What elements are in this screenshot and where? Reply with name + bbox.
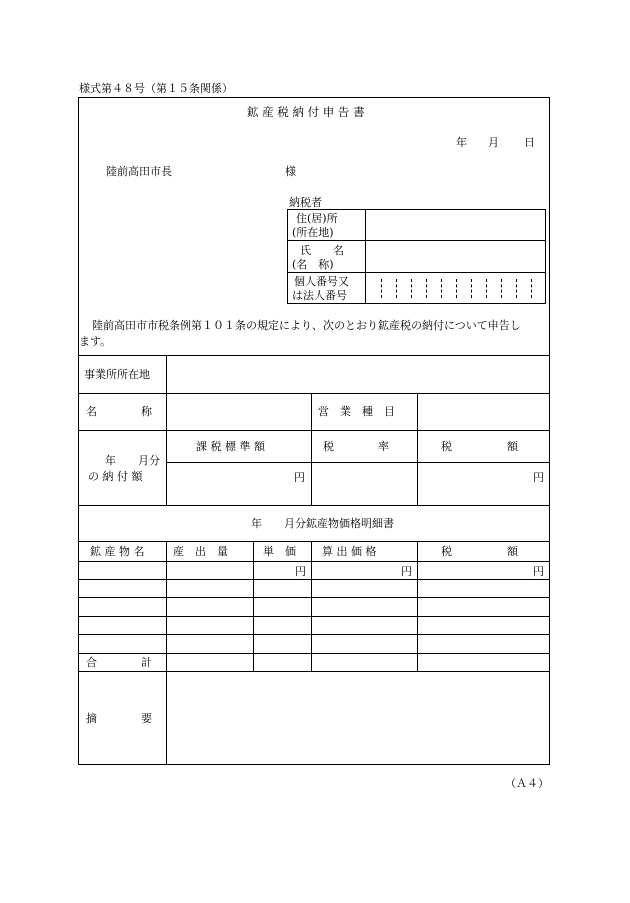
id-digit-separator <box>516 279 517 298</box>
statement-line-2: ます。 <box>79 335 112 348</box>
id-number-field[interactable] <box>366 273 546 304</box>
calc-price-yen: 円 <box>401 565 412 578</box>
unit-price-yen: 円 <box>295 565 306 578</box>
id-digit-separator <box>411 279 412 298</box>
taxpayer-heading: 納税者 <box>289 196 322 209</box>
business-type-field[interactable] <box>418 394 549 430</box>
form-number: 様式第４８号（第１５条関係） <box>79 82 233 95</box>
tax-rate-label: 税 率 <box>323 440 389 453</box>
tax-base-label: 課 税 標 準 額 <box>196 440 265 453</box>
id-digit-separator <box>471 279 472 298</box>
date-day: 日 <box>524 136 535 149</box>
tax-amount-field[interactable] <box>418 463 549 505</box>
date-year: 年 <box>456 136 467 149</box>
detail-header-output: 産 出 量 <box>173 545 228 558</box>
detail-tax-yen: 円 <box>533 565 544 578</box>
id-label-2: は法人番号 <box>292 289 347 302</box>
id-digit-separator <box>396 279 397 298</box>
tax-base-field[interactable] <box>167 463 311 505</box>
name-label-1: 氏 名 <box>300 244 344 257</box>
business-name-label: 名 称 <box>86 405 152 418</box>
summary-field[interactable] <box>167 672 549 764</box>
tax-amount-label: 税 額 <box>441 440 518 453</box>
statement-line-1: 陸前高田市市税条例第１０１条の規定により、次のとおり鉱産税の納付について申告し <box>92 319 521 332</box>
address-field[interactable] <box>366 210 545 240</box>
addressee-honorific: 様 <box>285 165 296 178</box>
addressee-name: 陸前高田市長 <box>106 165 172 178</box>
detail-header-mineral: 鉱 産 物 名 <box>90 545 145 558</box>
address-label-1: 住(居)所 <box>296 212 338 225</box>
id-label-1: 個人番号又 <box>294 275 349 288</box>
address-label-2: (所在地) <box>292 226 334 239</box>
id-digit-separator <box>456 279 457 298</box>
detail-header-calc-price: 算 出 価 格 <box>322 545 377 558</box>
payment-row-label-2: の 納 付 額 <box>88 470 143 483</box>
id-digit-separator <box>501 279 502 298</box>
detail-header-unit-price: 単 価 <box>263 545 296 558</box>
office-location-label: 事業所所在地 <box>84 368 150 381</box>
id-digit-separator <box>441 279 442 298</box>
id-digit-separator <box>381 279 382 298</box>
business-name-field[interactable] <box>167 394 311 430</box>
paper-size: （Ａ４） <box>505 777 549 790</box>
summary-label: 摘 要 <box>86 712 152 725</box>
business-type-label: 営 業 種 目 <box>318 405 395 418</box>
office-location-field[interactable] <box>167 356 549 393</box>
id-digit-separator <box>531 279 532 298</box>
payment-row-label-1: 年 月分 <box>105 454 160 467</box>
form-title: 鉱 産 税 納 付 申 告 書 <box>247 105 365 119</box>
id-digit-separator <box>486 279 487 298</box>
taxpayer-name-field[interactable] <box>366 241 545 272</box>
tax-amount-yen: 円 <box>533 471 544 484</box>
id-digit-separator <box>426 279 427 298</box>
total-label: 合 計 <box>86 656 152 669</box>
tax-base-yen: 円 <box>294 471 305 484</box>
detail-header-tax: 税 額 <box>441 545 518 558</box>
date-month: 月 <box>488 136 499 149</box>
tax-rate-field[interactable] <box>312 463 417 505</box>
detail-title: 年 月分鉱産物価格明細書 <box>251 517 394 530</box>
name-label-2: (名 称) <box>292 258 334 271</box>
